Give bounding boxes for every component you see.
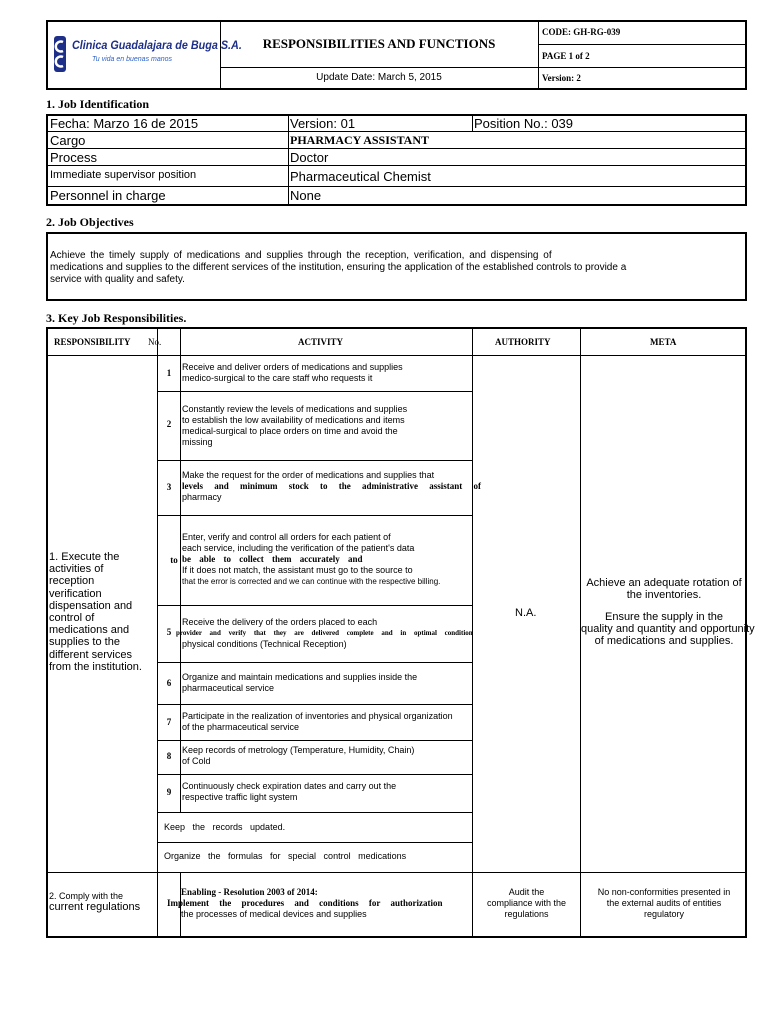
cargo-label: Cargo bbox=[50, 133, 86, 148]
section-heading-responsibilities: 3. Key Job Responsibilities. bbox=[46, 311, 187, 325]
activity-number: 6 bbox=[166, 678, 172, 688]
objective-line-3: service with quality and safety. bbox=[50, 274, 185, 285]
activity-6: Organize and maintain medications and supplies inside the pharmaceutical service bbox=[182, 672, 418, 693]
col-no: No. bbox=[148, 337, 162, 347]
personnel-value: None bbox=[290, 188, 322, 203]
job-objectives-box bbox=[46, 232, 747, 301]
activity-number: 8 bbox=[166, 751, 172, 761]
position-no: Position No.: 039 bbox=[474, 116, 574, 131]
col-activity: ACTIVITY bbox=[298, 337, 344, 347]
objective-line-2: medications and supplies to the different services of the institution, ensuring the application of the established controls to provide a bbox=[50, 262, 627, 273]
activity-9: Continuously check expiration dates and carry out the respective traffic light system bbox=[182, 781, 397, 802]
responsibility-2: 2. Comply with the current regulations bbox=[49, 891, 141, 913]
activity-10: Keep the records updated. bbox=[164, 822, 286, 832]
activity-1: Receive and deliver orders of medications and supplies medico-surgical to the care staff who requests it bbox=[182, 362, 403, 383]
activity-number: 1 bbox=[166, 368, 172, 378]
update-date: Update Date: March 5, 2015 bbox=[316, 72, 442, 83]
supervisor-value: Pharmaceutical Chemist bbox=[290, 169, 431, 184]
responsibilities-table bbox=[46, 327, 755, 938]
activity-4: Enter, verify and control all orders for each patient of each service, including the verification of the patient's data be able to collect them accurately and If it does not match, the assistant must go to the source to that the error is corrected and we can continue with the respective billing. bbox=[182, 532, 441, 586]
authority-1: N.A. bbox=[515, 607, 537, 619]
col-authority: AUTHORITY bbox=[495, 337, 551, 347]
personnel-label: Personnel in charge bbox=[50, 188, 166, 203]
section-heading-identification: 1. Job Identification bbox=[46, 97, 150, 111]
activity-number: 5 bbox=[166, 627, 172, 637]
process-label: Process bbox=[50, 150, 97, 165]
document-code: CODE: GH-RG-039 bbox=[542, 27, 621, 37]
document-version: Version: 2 bbox=[542, 73, 581, 83]
version: Version: 01 bbox=[290, 116, 356, 131]
clinic-logo bbox=[52, 34, 242, 78]
clinic-logo-icon bbox=[52, 34, 68, 74]
objective-line-1: Achieve the timely supply of medications and supplies through the reception, verification, and dispensing of bbox=[50, 250, 552, 261]
activity-number: 9 bbox=[166, 787, 172, 797]
activity-8: Keep records of metrology (Temperature, Humidity, Chain) of Cold bbox=[182, 745, 415, 766]
meta-2: No non-conformities presented in the external audits of entities regulatory bbox=[597, 887, 731, 919]
cargo-value: PHARMACY ASSISTANT bbox=[290, 133, 430, 147]
process-value: Doctor bbox=[290, 150, 329, 165]
activity-number: 2 bbox=[166, 419, 172, 429]
activity-7: Participate in the realization of inventories and physical organization of the pharmaceutical service bbox=[182, 711, 453, 732]
responsibility-1: 1. Execute the activities of reception verification dispensation and control of medications and supplies to the different services from the institution. bbox=[49, 551, 142, 673]
activity-number: to bbox=[170, 555, 178, 565]
activity-number: 7 bbox=[166, 717, 172, 727]
section-heading-objectives: 2. Job Objectives bbox=[46, 215, 134, 229]
activity-3: Make the request for the order of medications and supplies that levels and minimum stock to the administrative assistant of pharmacy bbox=[182, 470, 481, 502]
col-responsibility: RESPONSIBILITY bbox=[54, 337, 131, 347]
clinic-name: Clinica Guadalajara de Buga S.A. bbox=[72, 38, 242, 52]
job-identification-table bbox=[46, 114, 747, 206]
page-number: PAGE 1 of 2 bbox=[542, 51, 590, 61]
activity-12: Enabling - Resolution 2003 of 2014: Implement the procedures and conditions for authorization the processes of medical devices and supplies bbox=[167, 887, 443, 919]
clinic-tagline: Tu vida en buenas manos bbox=[92, 56, 173, 63]
document-title: RESPONSIBILITIES AND FUNCTIONS bbox=[262, 36, 496, 51]
activity-number: 3 bbox=[166, 482, 172, 492]
document-header bbox=[46, 20, 747, 90]
activity-11: Organize the formulas for special control medications bbox=[164, 851, 407, 861]
meta-1: Achieve an adequate rotation of the inventories. Ensure the supply in the quality and quantity and opportunity of medications and supplies. bbox=[581, 577, 755, 647]
activity-5: Receive the delivery of the orders placed to each provider and verify that they are delivered complete and in optimal condition physical conditions (Technical Reception) bbox=[176, 617, 473, 649]
authority-2: Audit the compliance with the regulations bbox=[486, 887, 567, 919]
activity-2: Constantly review the levels of medications and supplies to establish the low availability of medications and items medical-surgical to place orders on time and avoid the missing bbox=[182, 404, 408, 447]
fecha: Fecha: Marzo 16 de 2015 bbox=[50, 116, 199, 131]
supervisor-label: Immediate supervisor position bbox=[50, 169, 197, 181]
col-meta: META bbox=[650, 337, 677, 347]
